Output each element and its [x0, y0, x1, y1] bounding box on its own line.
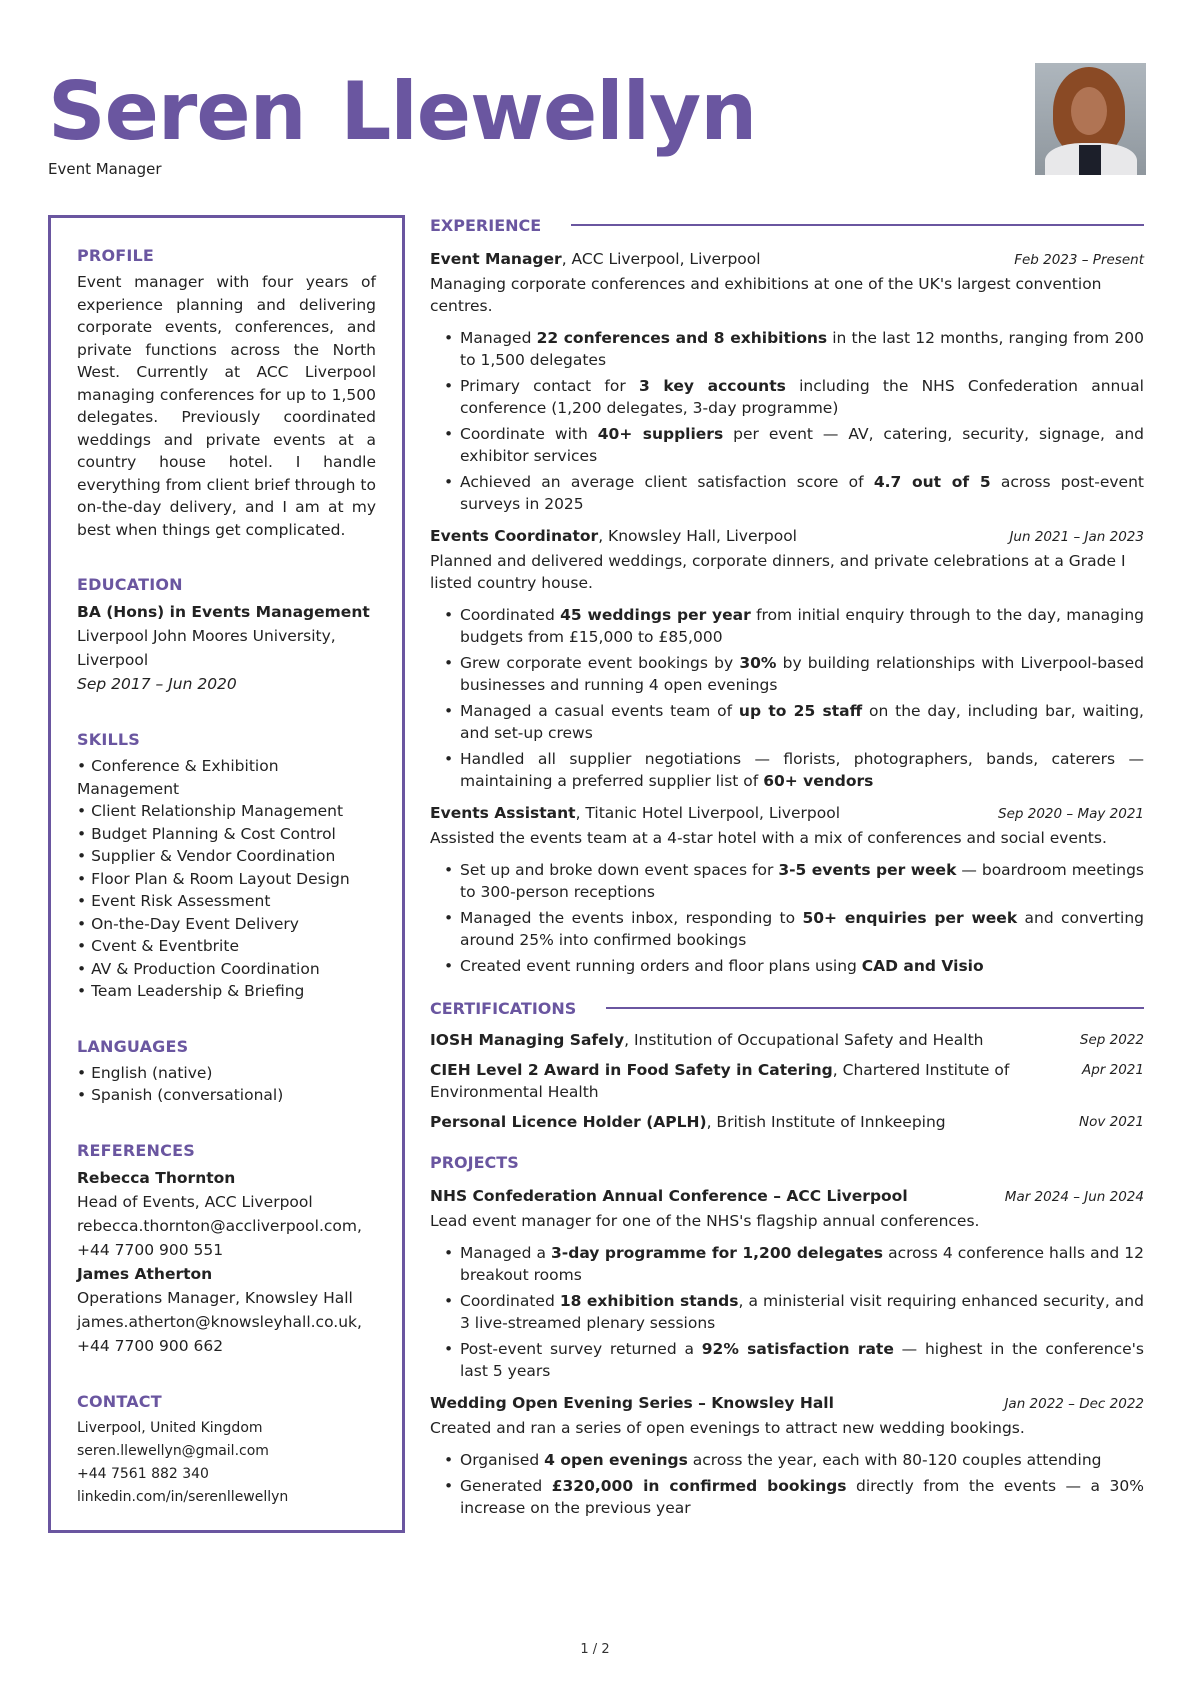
skill-item: • Floor Plan & Room Layout Design: [77, 869, 350, 888]
bullet-text: including the NHS Confederation annual conference (1,200 delegates, 3-day programme): [460, 377, 1144, 417]
bullet-highlight: 3-day programme for 1,200 delegates: [551, 1244, 884, 1262]
bullet-highlight: CAD and Visio: [861, 957, 984, 975]
certification-name: IOSH Managing Safely: [430, 1031, 625, 1049]
bullet-highlight: 92% satisfaction rate: [701, 1340, 894, 1358]
entry-title: [430, 248, 761, 270]
bullet-highlight: 40+ suppliers: [597, 425, 724, 443]
portrait-photo: [1035, 63, 1146, 175]
bullet-item: [430, 1290, 1144, 1334]
profile-section: [77, 246, 376, 541]
entry-description: Managing corporate conferences and exhibitions at one of the UK's largest convention centres.: [430, 275, 1102, 315]
bullet-item: [430, 375, 1144, 419]
profile-heading: PROFILE: [77, 246, 155, 265]
bullet-item: [430, 1475, 1144, 1519]
job-title: Event Manager: [48, 160, 162, 178]
bullet-item: [430, 423, 1144, 467]
references-section: [77, 1141, 376, 1358]
entry-dates: Mar 2024 – Jun 2024: [1004, 1189, 1144, 1205]
bullet-text: directly from the events — a 30% increase on the previous year: [460, 1477, 1144, 1517]
bullet-text: in the last 12 months, ranging from 200 to 1,500 delegates: [460, 329, 1144, 369]
contact-phone[interactable]: +44 7561 882 340: [77, 1465, 209, 1482]
entry-header: [430, 802, 1144, 825]
bullet-text: — highest in the conference's last 5 years: [460, 1340, 1144, 1380]
skill-item: • Conference & Exhibition Management: [77, 757, 279, 798]
bullet-highlight: 22 conferences and 8 exhibitions: [536, 329, 828, 347]
project-entry: [430, 1185, 1144, 1382]
certification-name: CIEH Level 2 Award in Food Safety in Catering: [430, 1061, 833, 1079]
bullet-list: [430, 859, 1144, 977]
bullet-text: Created event running orders and floor plans using: [460, 957, 862, 975]
certification-text: [430, 1111, 1079, 1133]
skill-item: • Event Risk Assessment: [77, 892, 271, 910]
certification-date: Nov 2021: [1079, 1114, 1144, 1130]
contact-email-link[interactable]: seren.llewellyn@gmail.com: [77, 1442, 269, 1459]
entry-dates: Jun 2021 – Jan 2023: [1009, 529, 1144, 545]
bullet-text: from initial enquiry through to the day, managing budgets from £15,000 to £85,000: [460, 606, 1144, 646]
skill-item: • Client Relationship Management: [77, 802, 344, 820]
skill-item: • Supplier & Vendor Coordination: [77, 847, 336, 865]
bullet-item: [430, 1242, 1144, 1286]
sidebar: [48, 215, 405, 1533]
certification-issuer: , Institution of Occupational Safety and Health: [624, 1031, 984, 1049]
projects-list: [430, 1185, 1144, 1519]
certification-date: Apr 2021: [1081, 1062, 1144, 1078]
skills-heading: SKILLS: [77, 730, 140, 749]
bullet-text: Coordinated: [460, 1292, 560, 1310]
job-role: Events Assistant: [430, 804, 576, 822]
reference-name: Rebecca Thornton: [77, 1168, 236, 1187]
reference-role: Head of Events, ACC Liverpool: [77, 1192, 313, 1211]
certification-item: [430, 1111, 1144, 1133]
entry-header: [430, 1185, 1144, 1208]
experience-entry: [430, 525, 1144, 792]
entry-description: Created and ran a series of open evenings to attract new wedding bookings.: [430, 1419, 1025, 1437]
experience-heading: [430, 212, 1144, 238]
bullet-item: [430, 748, 1144, 792]
job-employer: , ACC Liverpool, Liverpool: [561, 250, 761, 268]
certifications-heading: [430, 995, 1144, 1021]
entry-header: [430, 525, 1144, 548]
contact-heading: CONTACT: [77, 1391, 162, 1411]
bullet-item: [430, 604, 1144, 648]
bullet-text: Set up and broke down event spaces for: [460, 861, 779, 879]
bullet-item: [430, 327, 1144, 371]
bullet-highlight: 4.7 out of 5: [873, 473, 991, 491]
certification-name: Personal Licence Holder (APLH): [430, 1113, 707, 1131]
bullet-text: , a ministerial visit requiring enhanced security, and 3 live-streamed plenary sessions: [460, 1292, 1144, 1332]
entry-dates: Feb 2023 – Present: [1014, 252, 1144, 268]
experience-heading-text: EXPERIENCE: [430, 215, 542, 235]
project-entry: [430, 1392, 1144, 1519]
bullet-text: Coordinate with: [460, 425, 598, 443]
project-title: NHS Confederation Annual Conference – ACC Liverpool: [430, 1187, 908, 1205]
skill-item: • Cvent & Eventbrite: [77, 937, 239, 955]
entry-header: [430, 1392, 1144, 1415]
education-school: Liverpool John Moores University, Liverpool: [77, 627, 336, 669]
job-role: Event Manager: [430, 250, 562, 268]
bullet-text: across 4 conference halls and 12 breakout rooms: [460, 1244, 1145, 1284]
bullet-list: [430, 1449, 1144, 1519]
entry-description: Lead event manager for one of the NHS's flagship annual conferences.: [430, 1212, 980, 1230]
heading-divider: [606, 1007, 1144, 1009]
education-section: [77, 575, 376, 696]
education-heading: EDUCATION: [77, 575, 183, 594]
bullet-highlight: 18 exhibition stands: [559, 1292, 739, 1310]
skill-item: • Team Leadership & Briefing: [77, 982, 305, 1000]
certification-date: Sep 2022: [1079, 1032, 1144, 1048]
bullet-list: [430, 604, 1144, 792]
bullet-text: Coordinated: [460, 606, 561, 624]
job-role: Events Coordinator: [430, 527, 599, 545]
reference-role: Operations Manager, Knowsley Hall: [77, 1288, 353, 1307]
entry-description: Planned and delivered weddings, corporate dinners, and private celebrations at a Grade I listed country house.: [430, 552, 1126, 592]
contact-linkedin-link[interactable]: linkedin.com/in/serenllewellyn: [77, 1488, 289, 1505]
skills-section: [77, 730, 376, 1003]
skill-item: • On-the-Day Event Delivery: [77, 914, 299, 933]
bullet-item: [430, 652, 1144, 696]
bullet-text: Managed the events inbox, responding to: [460, 909, 803, 927]
bullet-text: Handled all supplier negotiations — florists, photographers, bands, caterers — maintaining a preferred supplier list of: [460, 750, 1144, 790]
bullet-list: [430, 327, 1144, 515]
languages-heading: LANGUAGES: [77, 1036, 189, 1056]
bullet-item: [430, 471, 1144, 515]
experience-entry: [430, 802, 1144, 977]
bullet-text: Managed a: [460, 1244, 551, 1262]
experience-list: [430, 248, 1144, 977]
candidate-name: Seren Llewellyn: [48, 65, 757, 158]
profile-text: Event manager with four years of experience planning and delivering corporate events, conferences, and private functions across the North West. Currently at ACC Liverpool managing conferences for up to 1,500 delegates. Previously coordinated weddings and private events at a country house hotel. I handle everything from client brief through to on-the-day delivery, and I am at my best when things get complicated.: [77, 273, 376, 539]
education-degree: BA (Hons) in Events Management: [77, 603, 370, 621]
bullet-text: across post-event surveys in 2025: [460, 473, 1144, 513]
certifications-heading-text: CERTIFICATIONS: [430, 998, 577, 1018]
bullet-text: Primary contact for: [460, 377, 639, 395]
bullet-highlight: 3 key accounts: [638, 377, 786, 395]
bullet-text: Achieved an average client satisfaction score of: [460, 473, 874, 491]
languages-section: [77, 1037, 376, 1107]
bullet-item: [430, 700, 1144, 744]
bullet-text: across the year, each with 80-120 couples attending: [687, 1451, 1102, 1469]
entry-title: [430, 525, 797, 547]
certification-text: [430, 1059, 1082, 1103]
bullet-highlight: up to 25 staff: [738, 702, 863, 720]
bullet-list: [430, 1242, 1144, 1382]
bullet-item: [430, 1449, 1144, 1471]
entry-description: Assisted the events team at a 4-star hotel with a mix of conferences and social events.: [430, 829, 1107, 847]
certification-item: [430, 1029, 1144, 1051]
bullet-text: Post-event survey returned a: [460, 1340, 702, 1358]
contact-location: Liverpool, United Kingdom: [77, 1419, 263, 1436]
page-number: 1 / 2: [580, 1642, 610, 1657]
contact-section: [77, 1392, 376, 1509]
bullet-text: and converting around 25% into confirmed bookings: [460, 909, 1144, 949]
certifications-list: [430, 1029, 1144, 1133]
bullet-text: on the day, including bar, waiting, and set-up crews: [460, 702, 1144, 742]
certification-issuer: , Chartered Institute of Environmental Health: [430, 1061, 1010, 1101]
bullet-text: by building relationships with Liverpool-based businesses and running 4 open evenings: [460, 654, 1144, 694]
bullet-text: per event — AV, catering, security, signage, and exhibitor services: [460, 425, 1144, 465]
main-column: [430, 212, 1144, 1523]
language-item: • English (native): [77, 1063, 213, 1082]
bullet-highlight: 3-5 events per week: [778, 861, 957, 879]
bullet-highlight: 50+ enquiries per week: [802, 909, 1018, 927]
bullet-highlight: £320,000 in confirmed bookings: [551, 1477, 847, 1495]
bullet-highlight: 60+ vendors: [763, 772, 874, 790]
bullet-text: Managed: [460, 329, 537, 347]
reference-contact[interactable]: rebecca.thornton@accliverpool.com, +44 7700 900 551: [77, 1216, 362, 1259]
bullet-highlight: 30%: [739, 654, 777, 672]
bullet-item: [430, 859, 1144, 903]
bullet-item: [430, 1338, 1144, 1382]
bullet-item: [430, 955, 1144, 977]
certification-item: [430, 1059, 1144, 1103]
reference-name: James Atherton: [77, 1264, 213, 1283]
entry-dates: Sep 2020 – May 2021: [998, 806, 1144, 822]
certification-issuer: , British Institute of Innkeeping: [706, 1113, 946, 1131]
certification-text: [430, 1029, 1080, 1051]
entry-dates: Jan 2022 – Dec 2022: [1004, 1396, 1144, 1412]
entry-title: [430, 802, 840, 824]
bullet-text: — boardroom meetings to 300-person receptions: [460, 861, 1144, 901]
projects-heading: [430, 1149, 1144, 1175]
heading-divider: [571, 224, 1144, 226]
references-heading: REFERENCES: [77, 1140, 195, 1160]
job-employer: , Knowsley Hall, Liverpool: [598, 527, 797, 545]
experience-entry: [430, 248, 1144, 515]
education-dates: Sep 2017 – Jun 2020: [77, 675, 237, 693]
entry-header: [430, 248, 1144, 271]
language-item: • Spanish (conversational): [77, 1086, 284, 1104]
bullet-item: [430, 907, 1144, 951]
job-employer: , Titanic Hotel Liverpool, Liverpool: [575, 804, 840, 822]
bullet-text: Managed a casual events team of: [460, 702, 739, 720]
projects-heading-text: PROJECTS: [430, 1152, 519, 1172]
bullet-text: Organised: [460, 1451, 545, 1469]
bullet-text: Grew corporate event bookings by: [460, 654, 740, 672]
bullet-highlight: 45 weddings per year: [560, 606, 751, 624]
reference-contact[interactable]: james.atherton@knowsleyhall.co.uk, +44 7700 900 662: [77, 1312, 362, 1355]
skill-item: • AV & Production Coordination: [77, 959, 320, 978]
bullet-text: Generated: [460, 1477, 552, 1495]
skill-item: • Budget Planning & Cost Control: [77, 824, 336, 843]
project-title: Wedding Open Evening Series – Knowsley Hall: [430, 1394, 834, 1412]
bullet-highlight: 4 open evenings: [544, 1451, 688, 1469]
